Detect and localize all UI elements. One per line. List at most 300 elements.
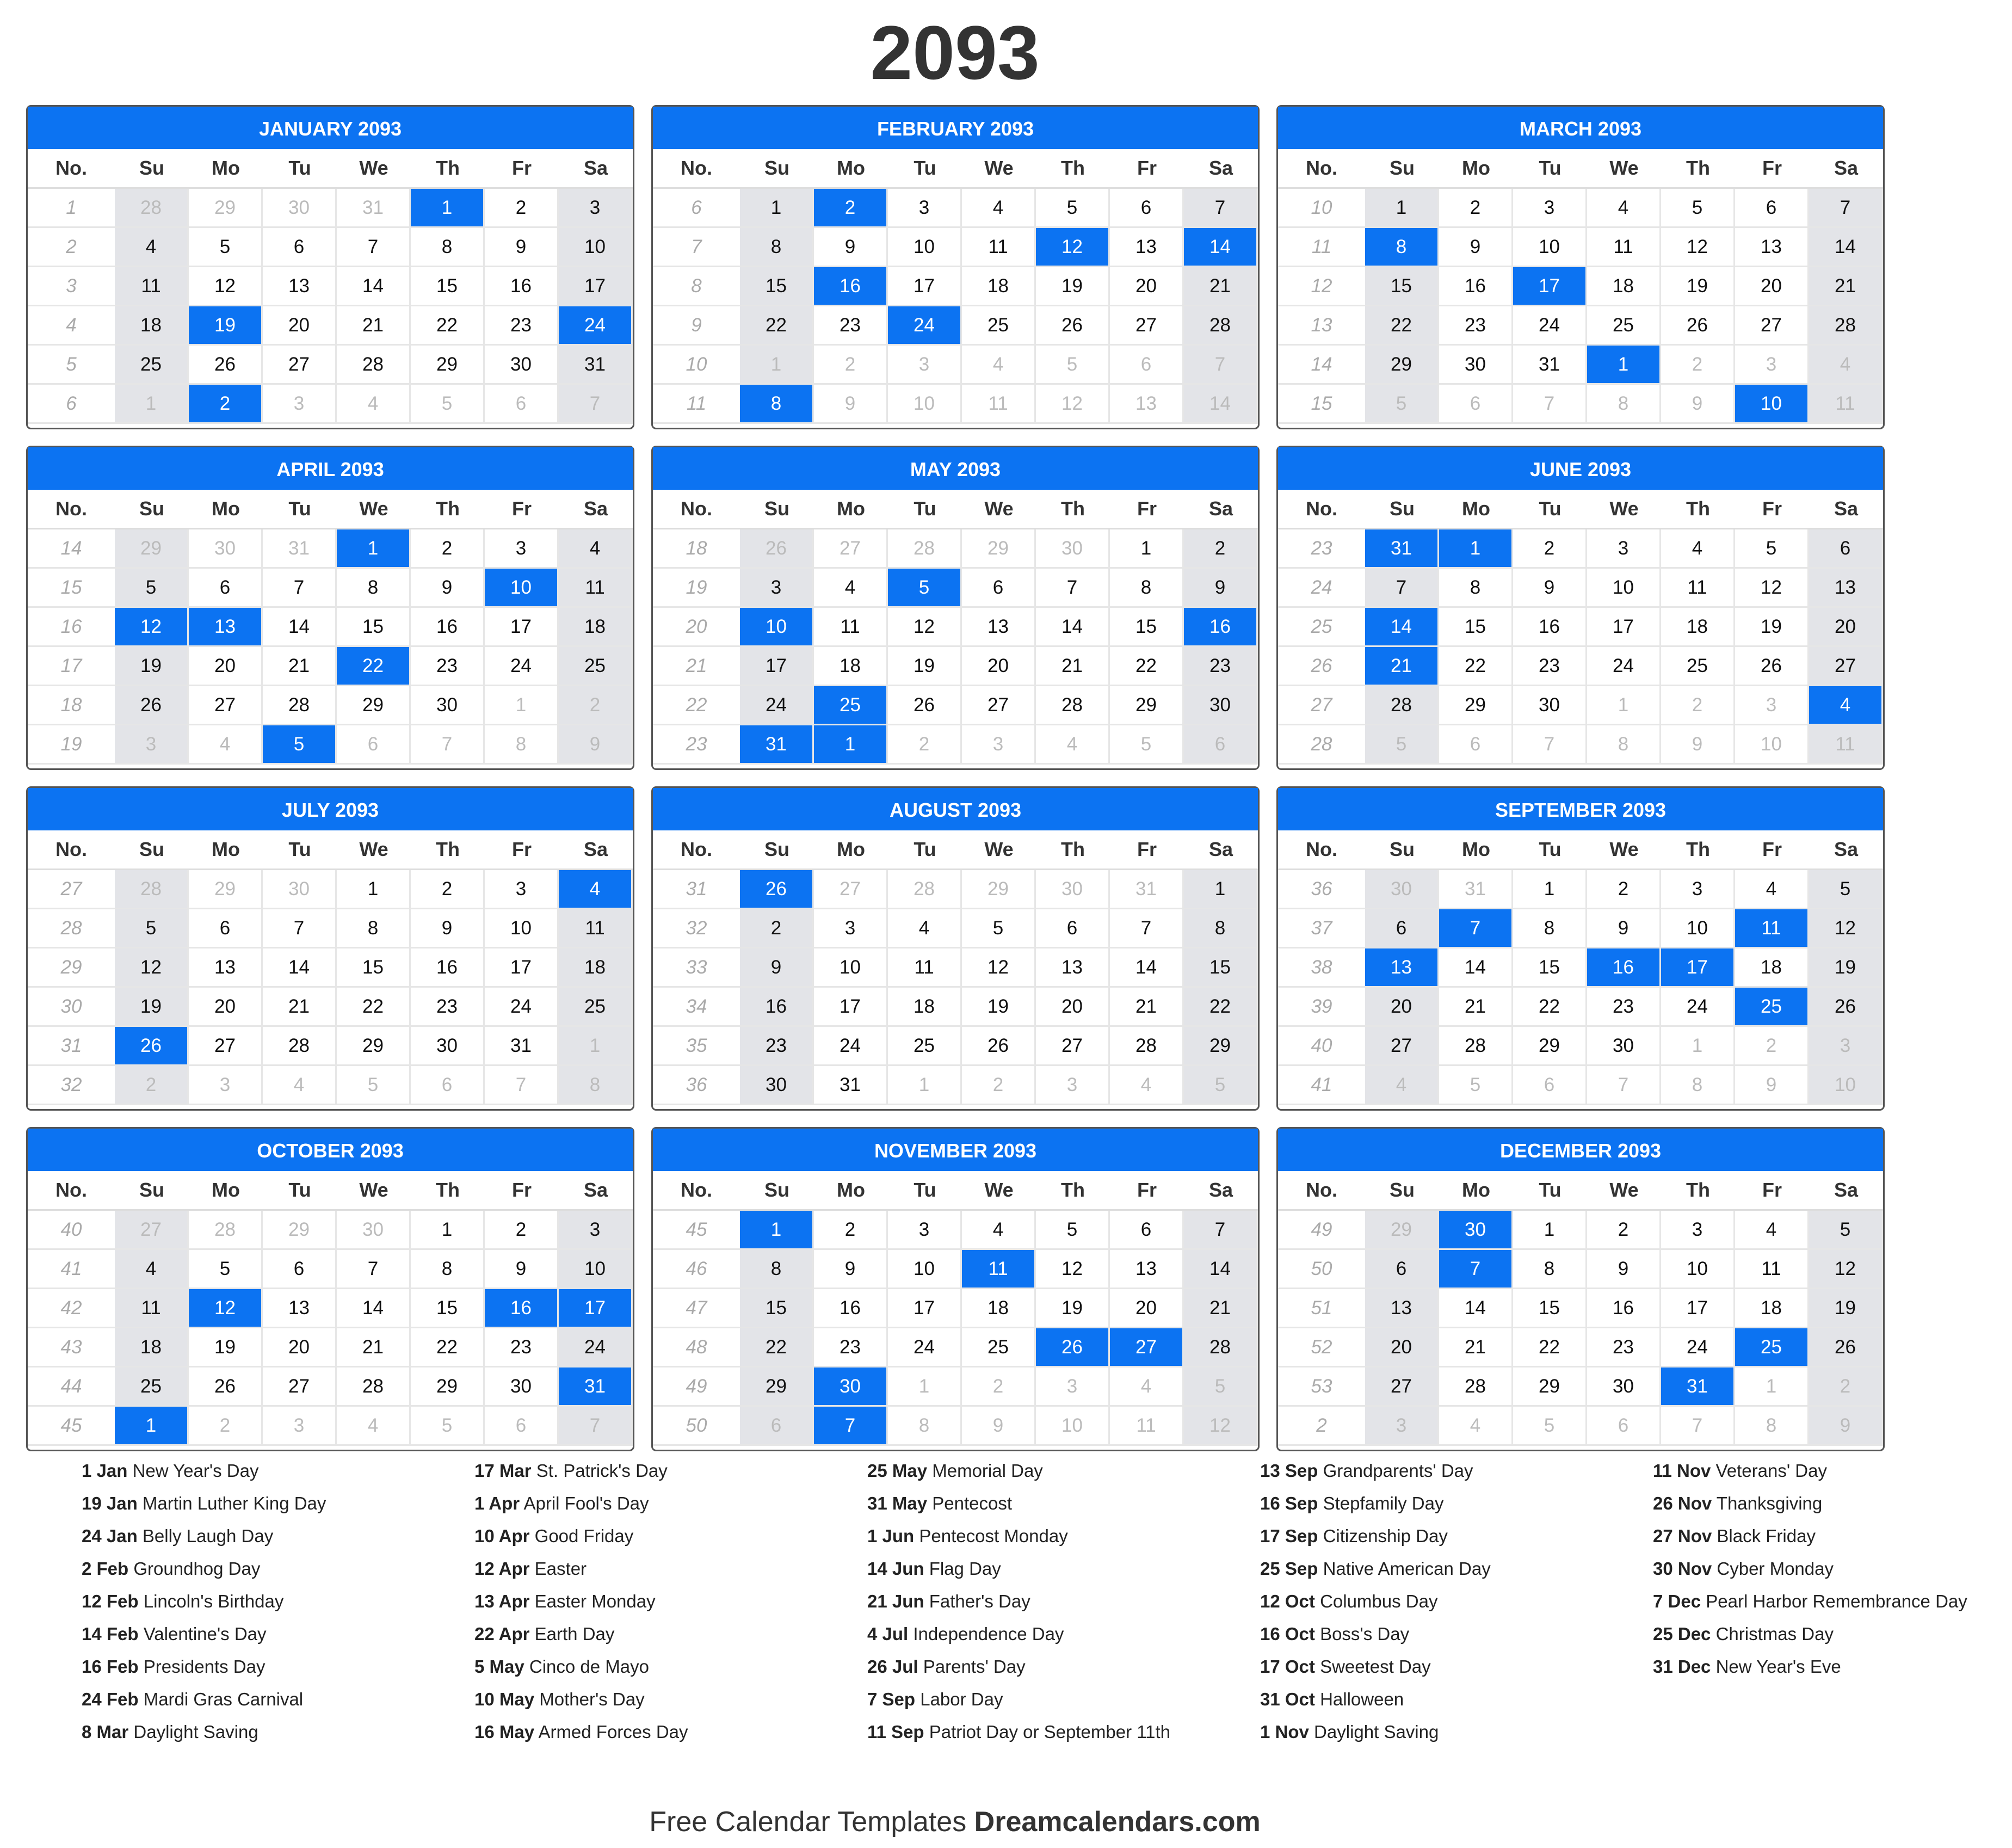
- day-cell: 22: [1184, 988, 1258, 1027]
- week-number: 19: [28, 725, 115, 765]
- day-cell: 7: [485, 1066, 559, 1105]
- week-number: 31: [28, 1027, 115, 1066]
- day-cell: 3: [1661, 870, 1735, 909]
- weekday-header: No.: [681, 497, 712, 520]
- day-cell: 9: [411, 909, 485, 948]
- day-cell: 17: [1661, 1289, 1735, 1328]
- day-cell: 27: [1036, 1027, 1110, 1066]
- day-cell: 14: [337, 267, 411, 306]
- day-cell: 21: [263, 988, 337, 1027]
- day-cell: 14: [1809, 228, 1883, 267]
- holiday-date: 24 Feb: [82, 1689, 139, 1709]
- weekday-header: Fr: [1762, 157, 1782, 179]
- week-number: 37: [1278, 909, 1365, 948]
- weekday-header: We: [359, 157, 388, 179]
- day-cell: 28: [1365, 686, 1439, 725]
- day-cell: 6: [1513, 1066, 1587, 1105]
- day-cell: 24: [1587, 647, 1661, 686]
- footer: [0, 1806, 1910, 1838]
- holiday-date: 25 Sep: [1260, 1559, 1318, 1579]
- day-cell: 6: [1036, 909, 1110, 948]
- day-cell: 21: [1036, 647, 1110, 686]
- day-cell: 22: [740, 306, 814, 346]
- week-number: 32: [28, 1066, 115, 1105]
- weekday-header: Tu: [288, 157, 311, 179]
- holiday-day-cell: 10: [740, 608, 814, 647]
- holiday-day-cell: 4: [559, 870, 633, 909]
- day-cell: 6: [263, 1250, 337, 1289]
- day-cell: 4: [1809, 346, 1883, 385]
- day-cell: 7: [1184, 346, 1258, 385]
- day-cell: 27: [1365, 1367, 1439, 1407]
- day-cell: 15: [740, 267, 814, 306]
- day-cell: 29: [263, 1211, 337, 1250]
- day-cell: 12: [1809, 909, 1883, 948]
- day-cell: 11: [962, 385, 1036, 424]
- day-cell: 9: [1735, 1066, 1809, 1105]
- day-cell: 7: [337, 1250, 411, 1289]
- day-cell: 3: [1735, 686, 1809, 725]
- weekday-header: Mo: [212, 157, 240, 179]
- day-cell: 23: [1587, 988, 1661, 1027]
- holiday-name: Valentine's Day: [143, 1624, 267, 1644]
- day-cell: 30: [263, 189, 337, 228]
- day-cell: 1: [1513, 870, 1587, 909]
- day-cell: 7: [1365, 569, 1439, 608]
- day-cell: 30: [1587, 1367, 1661, 1407]
- day-cell: 5: [1365, 385, 1439, 424]
- day-cell: 29: [1184, 1027, 1258, 1066]
- holiday-date: 24 Jan: [82, 1526, 138, 1546]
- week-number: 10: [1278, 189, 1365, 228]
- day-cell: 11: [1110, 1407, 1184, 1446]
- day-cell: 15: [1110, 608, 1184, 647]
- weekday-header: Su: [139, 838, 164, 860]
- weekday-header: Su: [1389, 1179, 1415, 1201]
- day-cell: 14: [1036, 608, 1110, 647]
- weekday-header: Sa: [1834, 157, 1859, 179]
- day-cell: 9: [411, 569, 485, 608]
- day-cell: 7: [263, 909, 337, 948]
- day-cell: 10: [888, 1250, 962, 1289]
- day-cell: 25: [888, 1027, 962, 1066]
- day-cell: 9: [485, 228, 559, 267]
- day-cell: 18: [962, 267, 1036, 306]
- weekday-header: Th: [1061, 838, 1085, 860]
- holiday-name: Martin Luther King Day: [142, 1493, 326, 1513]
- day-cell: 3: [1809, 1027, 1883, 1066]
- day-cell: 21: [1184, 267, 1258, 306]
- day-cell: 26: [189, 346, 263, 385]
- week-number: 52: [1278, 1328, 1365, 1367]
- day-cell: 15: [1365, 267, 1439, 306]
- month-calendar: [1276, 105, 1885, 429]
- holiday-column: [867, 1458, 1226, 1752]
- day-cell: 19: [1661, 267, 1735, 306]
- day-cell: 30: [1587, 1027, 1661, 1066]
- day-cell: 5: [1184, 1066, 1258, 1105]
- day-cell: 2: [962, 1066, 1036, 1105]
- day-cell: 17: [888, 1289, 962, 1328]
- holiday-item: [82, 1524, 441, 1548]
- day-cell: 11: [1661, 569, 1735, 608]
- holiday-name: Pearl Harbor Remembrance Day: [1706, 1591, 1967, 1611]
- day-cell: 30: [337, 1211, 411, 1250]
- day-cell: 19: [115, 647, 189, 686]
- day-cell: 29: [1439, 686, 1513, 725]
- month-calendar: [651, 105, 1260, 429]
- holiday-item: [1260, 1720, 1619, 1744]
- day-cell: 31: [814, 1066, 888, 1105]
- holiday-day-cell: 14: [1184, 228, 1258, 267]
- holiday-day-cell: 5: [888, 569, 962, 608]
- day-cell: 18: [1735, 1289, 1809, 1328]
- day-cell: 8: [1661, 1066, 1735, 1105]
- holiday-day-cell: 2: [814, 189, 888, 228]
- day-cell: 9: [485, 1250, 559, 1289]
- holiday-date: 10 Apr: [474, 1526, 530, 1546]
- month-title: AUGUST 2093: [653, 788, 1258, 830]
- day-cell: 28: [263, 1027, 337, 1066]
- day-cell: 4: [1587, 189, 1661, 228]
- day-cell: 19: [962, 988, 1036, 1027]
- day-cell: 3: [740, 569, 814, 608]
- day-cell: 1: [888, 1066, 962, 1105]
- day-cell: 12: [888, 608, 962, 647]
- footer-site[interactable]: Dreamcalendars.com: [974, 1806, 1261, 1838]
- day-cell: 4: [1036, 725, 1110, 765]
- day-cell: 20: [263, 1328, 337, 1367]
- day-cell: 31: [263, 529, 337, 569]
- week-number: 45: [28, 1407, 115, 1446]
- day-cell: 29: [411, 1367, 485, 1407]
- day-cell: 3: [888, 189, 962, 228]
- holiday-name: Independence Day: [913, 1624, 1064, 1644]
- day-cell: 2: [411, 870, 485, 909]
- holiday-date: 17 Oct: [1260, 1656, 1315, 1677]
- day-cell: 15: [1184, 948, 1258, 988]
- day-cell: 7: [263, 569, 337, 608]
- holiday-name: Mother's Day: [539, 1689, 645, 1709]
- day-cell: 7: [559, 385, 633, 424]
- day-cell: 29: [962, 529, 1036, 569]
- day-cell: 2: [888, 725, 962, 765]
- weekday-header: Tu: [1539, 497, 1562, 520]
- weekday-header: We: [984, 1179, 1014, 1201]
- holiday-day-cell: 10: [1735, 385, 1809, 424]
- weekday-header: No.: [681, 1179, 712, 1201]
- day-cell: 26: [1661, 306, 1735, 346]
- day-cell: 6: [263, 228, 337, 267]
- day-cell: 10: [485, 909, 559, 948]
- day-cell: 4: [1110, 1367, 1184, 1407]
- day-cell: 11: [1587, 228, 1661, 267]
- day-cell: 25: [962, 306, 1036, 346]
- holiday-date: 25 May: [867, 1461, 928, 1481]
- day-cell: 29: [962, 870, 1036, 909]
- holiday-date: 14 Feb: [82, 1624, 139, 1644]
- day-cell: 1: [1110, 529, 1184, 569]
- day-cell: 23: [485, 1328, 559, 1367]
- holiday-name: Groundhog Day: [133, 1559, 261, 1579]
- weekday-header-row: [28, 149, 633, 189]
- holiday-day-cell: 27: [1110, 1328, 1184, 1367]
- day-cell: 19: [189, 1328, 263, 1367]
- day-cell: 13: [1809, 569, 1883, 608]
- day-cell: 3: [1513, 189, 1587, 228]
- week-number: 9: [653, 306, 740, 346]
- day-cell: 27: [1110, 306, 1184, 346]
- holiday-date: 19 Jan: [82, 1493, 138, 1513]
- day-cell: 14: [263, 608, 337, 647]
- weekday-header: No.: [55, 838, 87, 860]
- holiday-day-cell: 10: [485, 569, 559, 608]
- holiday-name: Cyber Monday: [1717, 1559, 1834, 1579]
- day-cell: 22: [1513, 988, 1587, 1027]
- weekday-header: Mo: [1462, 1179, 1490, 1201]
- day-cell: 4: [1661, 529, 1735, 569]
- holiday-day-cell: 11: [962, 1250, 1036, 1289]
- day-cell: 3: [263, 385, 337, 424]
- day-cell: 23: [1587, 1328, 1661, 1367]
- week-number: 2: [1278, 1407, 1365, 1446]
- day-cell: 9: [814, 228, 888, 267]
- holiday-day-cell: 16: [485, 1289, 559, 1328]
- day-cell: 9: [740, 948, 814, 988]
- day-cell: 26: [1809, 988, 1883, 1027]
- day-cell: 16: [485, 267, 559, 306]
- weekday-header: We: [359, 497, 388, 520]
- day-cell: 16: [740, 988, 814, 1027]
- day-cell: 10: [1809, 1066, 1883, 1105]
- day-cell: 8: [1110, 569, 1184, 608]
- day-cell: 5: [115, 909, 189, 948]
- holiday-day-cell: 7: [1439, 909, 1513, 948]
- weekday-header: Su: [139, 497, 164, 520]
- holiday-day-cell: 7: [1439, 1250, 1513, 1289]
- holiday-day-cell: 12: [115, 608, 189, 647]
- holiday-item: [867, 1687, 1226, 1711]
- day-cell: 2: [1735, 1027, 1809, 1066]
- day-cell: 2: [814, 1211, 888, 1250]
- day-cell: 31: [337, 189, 411, 228]
- day-cell: 11: [115, 267, 189, 306]
- day-cell: 21: [1110, 988, 1184, 1027]
- day-cell: 17: [814, 988, 888, 1027]
- week-number: 1: [28, 189, 115, 228]
- holiday-item: [474, 1622, 834, 1646]
- day-cell: 12: [189, 267, 263, 306]
- holiday-name: Presidents Day: [143, 1656, 266, 1677]
- weekday-header: Sa: [1208, 497, 1233, 520]
- holiday-item: [1260, 1687, 1619, 1711]
- day-cell: 20: [1735, 267, 1809, 306]
- week-number: 53: [1278, 1367, 1365, 1407]
- holiday-name: Easter Monday: [534, 1591, 656, 1611]
- holiday-item: [1653, 1458, 2012, 1483]
- month-calendar: [651, 446, 1260, 770]
- weekday-header: Su: [139, 1179, 164, 1201]
- week-number: 29: [28, 948, 115, 988]
- week-number: 39: [1278, 988, 1365, 1027]
- weekday-header-row: [653, 830, 1258, 870]
- weekday-header: Fr: [1762, 497, 1782, 520]
- day-cell: 7: [337, 228, 411, 267]
- weekday-header: Th: [1686, 1179, 1710, 1201]
- day-cell: 3: [485, 870, 559, 909]
- week-number: 17: [28, 647, 115, 686]
- weekday-header: Tu: [914, 497, 936, 520]
- day-cell: 3: [1036, 1367, 1110, 1407]
- holiday-date: 11 Sep: [867, 1722, 924, 1742]
- day-cell: 6: [1110, 189, 1184, 228]
- holiday-name: Good Friday: [534, 1526, 634, 1546]
- day-cell: 9: [814, 385, 888, 424]
- week-number: 5: [28, 346, 115, 385]
- page-title: 2093: [870, 10, 1040, 95]
- day-cell: 7: [1513, 725, 1587, 765]
- day-cell: 23: [411, 988, 485, 1027]
- day-cell: 13: [263, 1289, 337, 1328]
- day-cell: 2: [1587, 1211, 1661, 1250]
- day-cell: 5: [1036, 346, 1110, 385]
- weekday-header: Sa: [1834, 838, 1859, 860]
- day-cell: 15: [740, 1289, 814, 1328]
- day-cell: 20: [263, 306, 337, 346]
- day-cell: 28: [263, 686, 337, 725]
- day-cell: 8: [740, 1250, 814, 1289]
- day-cell: 12: [115, 948, 189, 988]
- weekday-header: Mo: [837, 838, 865, 860]
- holiday-day-cell: 13: [189, 608, 263, 647]
- week-number: 41: [28, 1250, 115, 1289]
- weekday-header-row: [1278, 1171, 1883, 1211]
- weekday-header-row: [1278, 149, 1883, 189]
- day-cell: 6: [1184, 725, 1258, 765]
- day-cell: 3: [962, 725, 1036, 765]
- day-cell: 27: [814, 529, 888, 569]
- day-cell: 21: [1439, 1328, 1513, 1367]
- day-cell: 18: [1735, 948, 1809, 988]
- day-cell: 28: [337, 1367, 411, 1407]
- week-number: 35: [653, 1027, 740, 1066]
- week-number: 2: [28, 228, 115, 267]
- day-cell: 30: [263, 870, 337, 909]
- holiday-name: Cinco de Mayo: [529, 1656, 649, 1677]
- day-cell: 27: [1365, 1027, 1439, 1066]
- holiday-day-cell: 8: [740, 385, 814, 424]
- day-cell: 11: [888, 948, 962, 988]
- day-cell: 24: [740, 686, 814, 725]
- day-cell: 3: [888, 346, 962, 385]
- months-grid: [26, 105, 1885, 1448]
- day-cell: 8: [559, 1066, 633, 1105]
- day-cell: 16: [1513, 608, 1587, 647]
- day-cell: 1: [115, 385, 189, 424]
- holiday-date: 26 Nov: [1653, 1493, 1712, 1513]
- day-cell: 24: [1661, 1328, 1735, 1367]
- day-cell: 2: [1661, 686, 1735, 725]
- weekday-header: Tu: [288, 497, 311, 520]
- day-cell: 31: [1110, 870, 1184, 909]
- weekday-header: Th: [1061, 157, 1085, 179]
- day-cell: 8: [1735, 1407, 1809, 1446]
- day-cell: 29: [1365, 1211, 1439, 1250]
- day-cell: 5: [411, 385, 485, 424]
- day-cell: 7: [1036, 569, 1110, 608]
- day-cell: 13: [1365, 1289, 1439, 1328]
- week-number: 41: [1278, 1066, 1365, 1105]
- week-number: 45: [653, 1211, 740, 1250]
- day-cell: 16: [1587, 1289, 1661, 1328]
- holiday-day-cell: 16: [814, 267, 888, 306]
- day-cell: 1: [1513, 1211, 1587, 1250]
- day-cell: 5: [962, 909, 1036, 948]
- month-calendar: [1276, 1127, 1885, 1451]
- day-cell: 14: [263, 948, 337, 988]
- day-cell: 5: [189, 1250, 263, 1289]
- day-cell: 6: [337, 725, 411, 765]
- holiday-name: Easter: [534, 1559, 587, 1579]
- month-calendar: [651, 786, 1260, 1111]
- day-cell: 27: [263, 1367, 337, 1407]
- day-cell: 17: [740, 647, 814, 686]
- day-cell: 3: [263, 1407, 337, 1446]
- day-cell: 26: [1735, 647, 1809, 686]
- day-cell: 6: [962, 569, 1036, 608]
- day-cell: 25: [1661, 647, 1735, 686]
- day-cell: 9: [1587, 909, 1661, 948]
- weekday-header: Sa: [1834, 497, 1859, 520]
- day-cell: 21: [1809, 267, 1883, 306]
- holiday-day-cell: 1: [1587, 346, 1661, 385]
- holiday-day-cell: 7: [814, 1407, 888, 1446]
- day-cell: 1: [411, 1211, 485, 1250]
- day-cell: 14: [1439, 1289, 1513, 1328]
- day-cell: 15: [1513, 1289, 1587, 1328]
- day-cell: 21: [337, 306, 411, 346]
- day-cell: 28: [1110, 1027, 1184, 1066]
- day-cell: 15: [337, 608, 411, 647]
- day-cell: 5: [115, 569, 189, 608]
- month-title: MAY 2093: [653, 447, 1258, 490]
- holiday-day-cell: 14: [1365, 608, 1439, 647]
- day-cell: 3: [559, 189, 633, 228]
- week-number: 40: [28, 1211, 115, 1250]
- day-cell: 7: [1661, 1407, 1735, 1446]
- holiday-day-cell: 2: [189, 385, 263, 424]
- week-number: 36: [653, 1066, 740, 1105]
- day-cell: 7: [1587, 1066, 1661, 1105]
- day-cell: 17: [1587, 608, 1661, 647]
- weekday-header: We: [1609, 497, 1639, 520]
- holiday-item: [1653, 1622, 2012, 1646]
- day-cell: 3: [189, 1066, 263, 1105]
- day-cell: 19: [115, 988, 189, 1027]
- day-cell: 5: [1036, 189, 1110, 228]
- week-number: 24: [1278, 569, 1365, 608]
- weekday-header-row: [28, 490, 633, 529]
- holiday-column: [1653, 1458, 2012, 1687]
- week-number: 34: [653, 988, 740, 1027]
- holiday-date: 12 Apr: [474, 1559, 530, 1579]
- holiday-item: [1653, 1524, 2012, 1548]
- day-cell: 3: [559, 1211, 633, 1250]
- holiday-name: Earth Day: [534, 1624, 615, 1644]
- holiday-day-cell: 21: [1365, 647, 1439, 686]
- day-cell: 2: [962, 1367, 1036, 1407]
- day-cell: 25: [559, 988, 633, 1027]
